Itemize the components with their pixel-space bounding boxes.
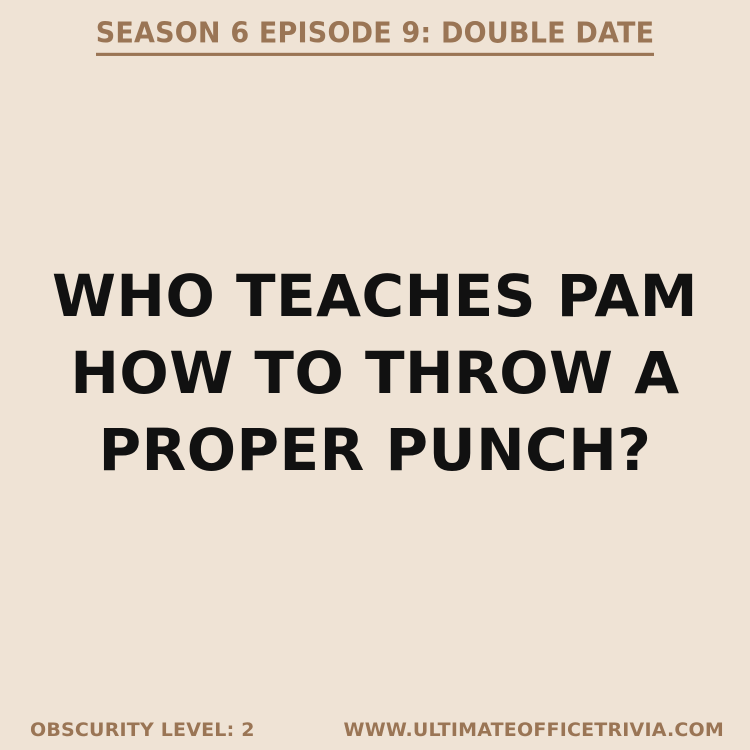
obscurity-level: OBSCURITY LEVEL: 2: [30, 719, 255, 741]
question-line-3: PROPER PUNCH?: [98, 416, 652, 484]
episode-title: [0, 14, 750, 55]
trivia-question: [50, 258, 700, 498]
episode-title-text: SEASON 6 EPISODE 9: DOUBLE DATE: [96, 16, 654, 56]
question-line-2: HOW TO THROW A: [70, 339, 680, 407]
question-line-1: WHO TEACHES PAM: [51, 262, 699, 330]
website-url: WWW.ULTIMATEOFFICETRIVIA.COM: [343, 719, 724, 741]
